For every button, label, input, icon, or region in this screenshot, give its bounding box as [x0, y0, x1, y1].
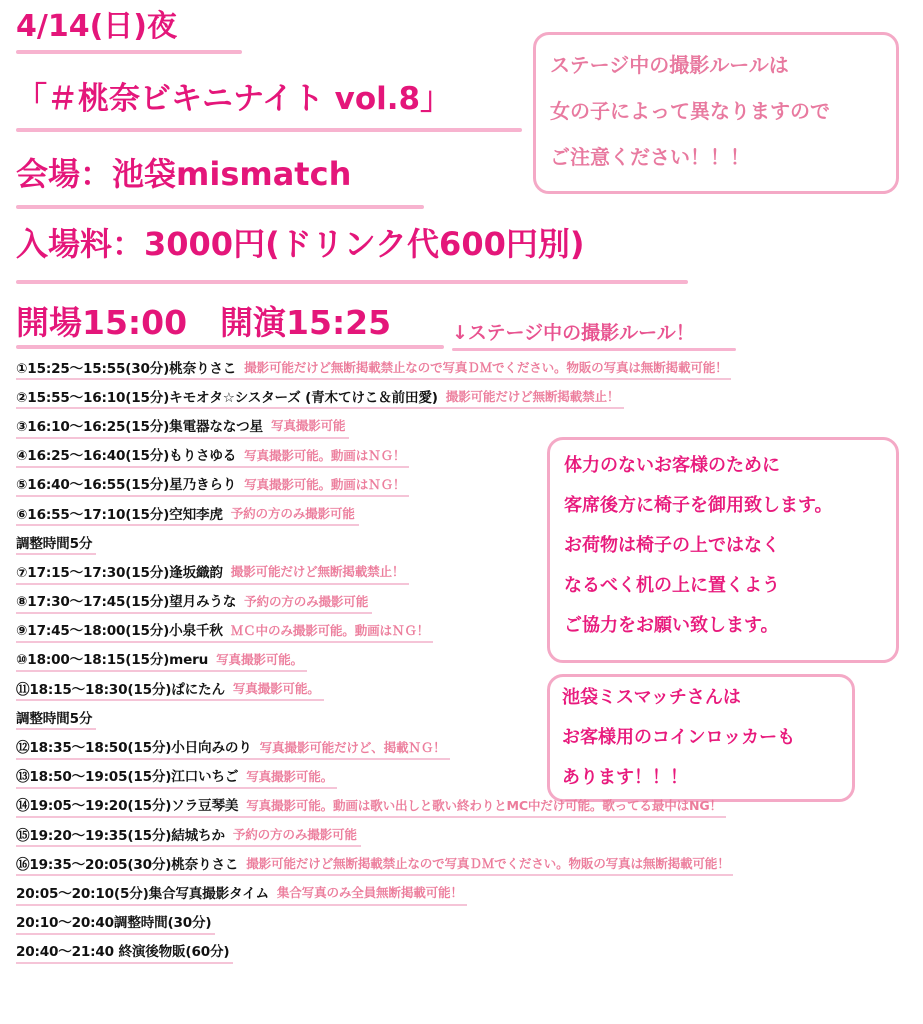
schedule-row [16, 556, 911, 585]
schedule-row [16, 615, 911, 644]
schedule-row [16, 848, 911, 877]
schedule-slot: ⑧17:30〜17:45(15分)望月みうな [16, 594, 237, 611]
schedule-slot: ⑩18:00〜18:15(15分)meru [16, 652, 209, 669]
schedule-row [16, 936, 911, 965]
row-underline [16, 699, 324, 701]
row-underline [16, 845, 361, 847]
performance-schedule [16, 352, 911, 965]
schedule-row [16, 469, 911, 498]
event-title: 「＃桃奈ビキニナイト vol.8」 [16, 81, 452, 117]
locker-notice-line: あります！！！ [562, 767, 688, 788]
photo-rule: 撮影可能だけど無断掲載禁止なので写真ＤＭでください。物販の写真は無断掲載可能！ [244, 360, 728, 376]
photo-rule: 写真撮影可能。 [232, 681, 320, 697]
photo-rule: 写真撮影可能。 [216, 651, 303, 667]
row-underline [16, 962, 233, 964]
schedule-slot: ①15:25〜15:55(30分)桃奈りさこ [16, 360, 237, 377]
venue: 会場：池袋mismatch [16, 155, 352, 193]
photo-rule: 写真撮影可能だけど、掲載ＮＧ！ [259, 739, 446, 755]
photo-rule: 予約の方のみ撮影可能 [232, 827, 357, 843]
photo-rule: 写真撮影可能 [270, 418, 346, 434]
row-underline [16, 437, 349, 439]
seating-notice-line: 客席後方に椅子を御用致します。 [564, 495, 833, 516]
seating-notice-line: ご協力をお願い致します。 [564, 615, 779, 636]
photo-rules-line: 女の子によって異なりますので [550, 99, 830, 123]
row-underline [16, 728, 96, 730]
schedule-slot: ⑬18:50〜19:05(15分)江口いちご [16, 769, 239, 786]
row-underline [16, 495, 409, 497]
schedule-row [16, 790, 911, 819]
schedule-slot: 調整時間5分 [16, 535, 93, 552]
row-underline [16, 874, 733, 876]
schedule-row [16, 644, 911, 673]
schedule-slot: ⑥16:55〜17:10(15分)空知李虎 [16, 506, 223, 523]
locker-notice-line: 池袋ミスマッチさんは [562, 687, 741, 708]
date-underline [16, 50, 242, 54]
row-underline [16, 816, 726, 818]
schedule-row [16, 352, 911, 381]
locker-notice-line: お客様用のコインロッカーも [562, 727, 796, 748]
schedule-row [16, 877, 911, 906]
schedule-slot: 調整時間5分 [16, 710, 93, 727]
schedule-slot: ③16:10〜16:25(15分)集電器ななつ星 [16, 418, 263, 435]
row-underline [16, 524, 359, 526]
photo-rule: 集合写真のみ全員無断掲載可能！ [276, 885, 463, 901]
photo-rules-line: ご注意ください！！！ [550, 145, 750, 169]
schedule-slot: ②15:55〜16:10(15分)キモオタ☆シスターズ (青木てけこ＆前田愛) [16, 389, 438, 406]
schedule-row [16, 410, 911, 439]
row-underline [16, 553, 96, 555]
entrance-fee: 入場料：3000円(ドリンク代600円別) [16, 225, 585, 263]
row-underline [16, 378, 731, 380]
schedule-slot: ⑤16:40〜16:55(15分)星乃きらり [16, 477, 237, 494]
title-underline [16, 128, 522, 132]
schedule-row [16, 761, 911, 790]
row-underline [16, 670, 307, 672]
schedule-slot: ⑮19:20〜19:35(15分)結城ちか [16, 827, 225, 844]
row-underline [16, 904, 467, 906]
photo-rules-line: ステージ中の撮影ルールは [550, 53, 789, 77]
row-underline [16, 466, 409, 468]
row-underline [16, 641, 433, 643]
schedule-row [16, 673, 911, 702]
schedule-slot: ⑫18:35〜18:50(15分)小日向みのり [16, 740, 252, 757]
seating-notice-line: なるべく机の上に置くよう [564, 575, 780, 596]
schedule-slot: 20:40〜21:40 終演後物販(60分) [16, 944, 230, 961]
seating-notice-line: お荷物は椅子の上ではなく [564, 535, 780, 556]
row-underline [16, 583, 409, 585]
row-underline [16, 407, 624, 409]
photo-rule: 写真撮影可能。 [246, 768, 333, 784]
schedule-row [16, 702, 911, 731]
schedule-slot: ⑪18:15〜18:30(15分)ぱにたん [16, 681, 225, 698]
row-underline [16, 758, 450, 760]
photo-rule: 予約の方のみ撮影可能 [230, 506, 355, 522]
photo-rule: 撮影可能だけど無断掲載禁止！ [230, 564, 405, 580]
times-underline [16, 345, 444, 349]
schedule-row [16, 381, 911, 410]
schedule-row [16, 586, 911, 615]
schedule-slot: ⑯19:35〜20:05(30分)桃奈りさこ [16, 856, 239, 873]
photo-rule: 撮影可能だけど無断掲載禁止！ [445, 389, 620, 405]
photo-rules-callout [533, 32, 899, 194]
schedule-row [16, 527, 911, 556]
photo-rule: ＭＣ中のみ撮影可能。動画はＮＧ！ [230, 622, 430, 638]
open-start-times: 開場15:00 開演15:25 [16, 303, 392, 342]
schedule-row [16, 819, 911, 848]
photo-rule: 予約の方のみ撮影可能 [244, 593, 369, 609]
row-underline [16, 933, 215, 935]
schedule-row [16, 440, 911, 469]
schedule-slot: 20:10〜20:40調整時間(30分) [16, 915, 212, 932]
photo-rule: 写真撮影可能。動画は歌い出しと歌い終わりとMC中だけ可能。歌ってる最中はNG！ [246, 797, 722, 813]
rule-note-underline [452, 348, 736, 351]
photo-rule: 撮影可能だけど無断掲載禁止なので写真ＤＭでください。物販の写真は無断掲載可能！ [246, 856, 730, 872]
event-date: 4/14(日)夜 [16, 9, 178, 44]
venue-underline [16, 205, 424, 209]
schedule-slot: ⑨17:45〜18:00(15分)小泉千秋 [16, 623, 223, 640]
stage-photo-rule-note: ↓ステージ中の撮影ルール！ [452, 322, 695, 344]
schedule-row [16, 495, 911, 527]
schedule-slot: 20:05〜20:10(5分)集合写真撮影タイム [16, 885, 269, 902]
row-underline [16, 612, 372, 614]
schedule-slot: ④16:25〜16:40(15分)もりさゆる [16, 448, 237, 465]
row-underline [16, 787, 337, 789]
schedule-row [16, 727, 911, 760]
photo-rule: 写真撮影可能。動画はＮＧ！ [244, 476, 406, 492]
schedule-slot: ⑦17:15〜17:30(15分)逢坂織韵 [16, 564, 223, 581]
schedule-row [16, 907, 911, 936]
photo-rule: 写真撮影可能。動画はＮＧ！ [244, 447, 406, 463]
schedule-slot: ⑭19:05〜19:20(15分)ソラ豆琴美 [16, 798, 239, 815]
seating-notice-line: 体力のないお客様のために [564, 455, 780, 476]
fee-underline [16, 280, 688, 284]
